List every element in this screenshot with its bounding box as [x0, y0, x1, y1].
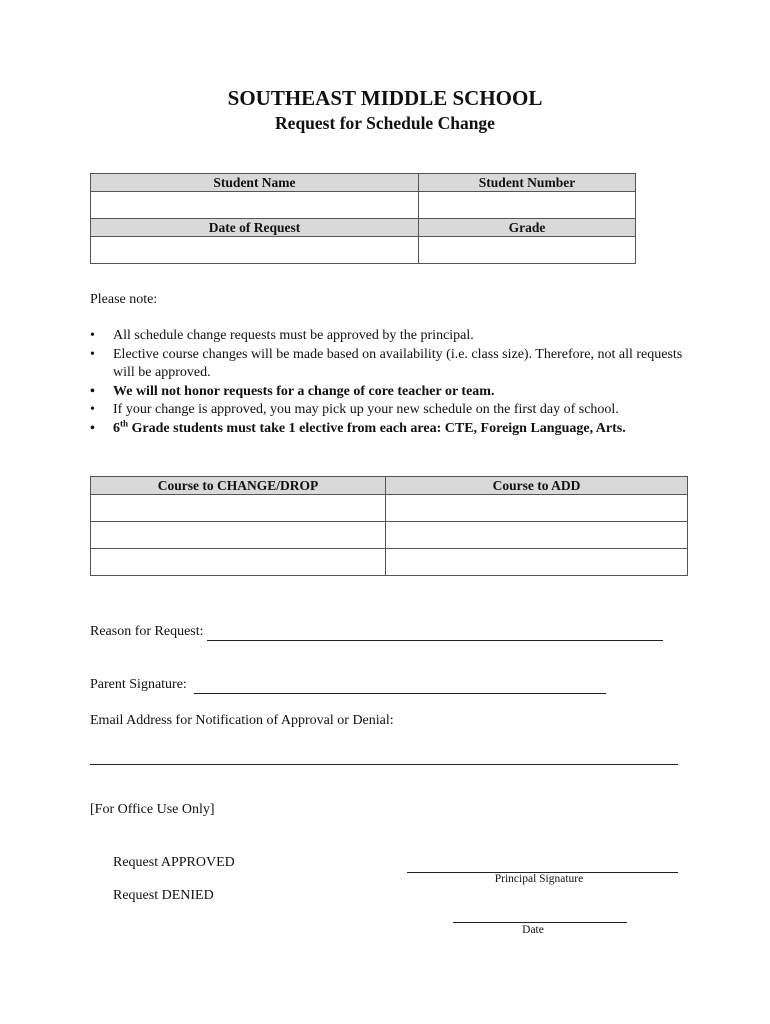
grade-number: 6 — [113, 420, 120, 436]
principal-signature-caption: Principal Signature — [494, 873, 584, 885]
date-of-request-field[interactable] — [91, 237, 419, 264]
parent-signature-label: Parent Signature: — [90, 677, 187, 692]
office-use-label: [For Office Use Only] — [90, 802, 215, 817]
course-drop-field[interactable] — [91, 549, 386, 576]
form-title: Request for Schedule Change — [275, 113, 495, 133]
course-add-field[interactable] — [386, 549, 688, 576]
note-item: • We will not honor requests for a change of core teacher or team. — [90, 383, 690, 402]
email-label: Email Address for Notification of Approval or Denial: — [90, 713, 394, 728]
parent-signature-line[interactable] — [194, 677, 606, 694]
reason-label: Reason for Request: — [90, 624, 204, 639]
student-info-table — [90, 173, 636, 264]
date-of-request-header: Date of Request — [91, 219, 419, 237]
reason-input-line[interactable] — [207, 624, 663, 641]
request-denied-label: Request DENIED — [113, 888, 214, 903]
course-table — [90, 476, 688, 576]
email-input-line[interactable] — [90, 764, 678, 765]
student-name-field[interactable] — [91, 192, 419, 219]
student-name-header: Student Name — [91, 174, 419, 192]
note-item: • Elective course changes will be made based on availability (i.e. class size). Therefore, not all requests will be approved. — [90, 346, 690, 383]
note-item: • All schedule change requests must be approved by the principal. — [90, 327, 690, 346]
course-add-field[interactable] — [386, 495, 688, 522]
grade-ordinal: th — [120, 417, 129, 428]
reason-row — [90, 624, 690, 641]
student-number-header: Student Number — [419, 174, 636, 192]
date-line[interactable] — [453, 922, 627, 923]
notes-list — [90, 327, 690, 438]
course-add-header: Course to ADD — [386, 477, 688, 495]
parent-signature-row — [90, 677, 690, 694]
note-item — [90, 417, 690, 439]
course-drop-field[interactable] — [91, 522, 386, 549]
course-drop-field[interactable] — [91, 495, 386, 522]
grade-field[interactable] — [419, 237, 636, 264]
note-item-text: Grade students must take 1 elective from each area: CTE, Foreign Language, Arts. — [131, 420, 626, 436]
please-note-heading: Please note: — [90, 292, 158, 307]
request-approved-label: Request APPROVED — [113, 855, 235, 870]
student-number-field[interactable] — [419, 192, 636, 219]
date-caption: Date — [522, 924, 544, 936]
note-item: • If your change is approved, you may pick up your new schedule on the first day of school. — [90, 401, 690, 420]
school-name: SOUTHEAST MIDDLE SCHOOL — [227, 86, 543, 110]
grade-header: Grade — [419, 219, 636, 237]
course-change-drop-header: Course to CHANGE/DROP — [91, 477, 386, 495]
course-add-field[interactable] — [386, 522, 688, 549]
